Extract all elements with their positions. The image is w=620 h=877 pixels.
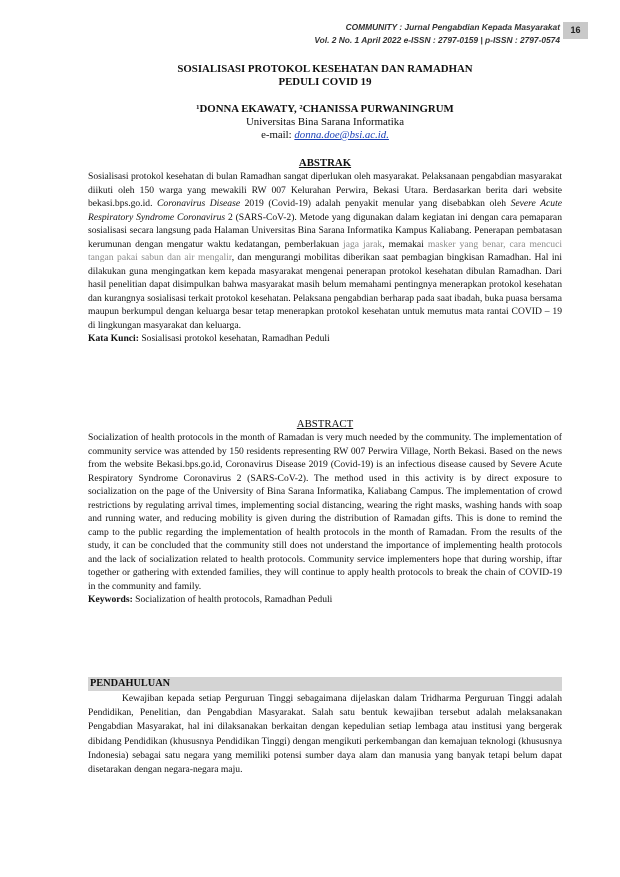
intro-paragraph: Kewajiban kepada setiap Perguruan Tinggi sebagaimana dijelaskan dalam Tridharma Perguruan Tinggi adalah Pendidikan, Penelitian, dan Pengabdian Masyarakat. Salah satu bentuk kewajiban tersebut adalah melaksanakan Pengabdian Masyarakat, hal ini dilaksanakan berkaitan dengan kepedulian setiap lembaga atau institusi yang bergerak dibidang Pendidikan (khususnya Pendidikan Tinggi) dengan mengikuti perkembangan dan kemajuan teknologi (khususnya Indonesia) sebagai satu negara yang memiliki potensi sumber daya alam dan manusia yang banyak tetapi belum dapat disetarakan dengan negara-negara maju.	[88, 693, 562, 776]
title-line-2: PEDULI COVID 19	[278, 76, 372, 88]
abstrak-heading: ABSTRAK	[298, 157, 352, 169]
title-line-1: SOSIALISASI PROTOKOL KESEHATAN DAN RAMADHAN	[177, 63, 473, 75]
author-block	[88, 103, 562, 142]
abstrak-body: Sosialisasi protokol kesehatan di bulan Ramadhan sangat diperlukan oleh masyarakat. Pelaksanaan pengabdian masyarakat diikuti oleh 150 warga yang mewakili RW 007 Kelurahan Perwira, Bekasi Utara. Berdasarkan berita dari website bekasi.bps.go.id. Coronavirus Disease 2019 (Covid-19) adalah penyakit menular yang disebabkan oleh Severe Acute Respiratory Syndrome Coronavirus 2 (SARS-CoV-2). Metode yang digunakan dalam kegiatan ini dengan cara pemaparan sosialisasi secara langsung pada Halaman Universitas Bina Sarana Informatika Kampus Kaliabang. Penerapan pembatasan kerumunan dengan mengatur waktu kedatangan, pemberlakuan jaga jarak, memakai masker yang benar, cara mencuci tangan pakai sabun dan air mengalir, dan mengurangi mobilitas diberikan saat pembagian bingkisan Ramadhan. Hal ini dilakukan guna mengingatkan kem kepada masyarakat mengenai penerapan protokol kesehatan dibulan Ramadhan. Dari hasil penelitian dapat disimpulkan bahwa masyarakat masih belum memahami pentingnya menerapkan protokol kesehatan dan kurangnya sosialisasi terkait protokol kesehatan. Pelaksana pengabdian berharap pada saat ibadah, buka puasa bersama maupun berkumpul dengan keluarga besar tetap menerapkan protokol kesehatan untuk memutus mata rantai COVID – 19 di lingkungan masyarakat dan keluarga.	[88, 171, 562, 331]
affiliation: Universitas Bina Sarana Informatika	[245, 116, 404, 128]
abstrak-keywords: Kata Kunci: Sosialisasi protokol kesehatan, Ramadhan Peduli	[88, 333, 330, 344]
page-number: 16	[563, 22, 588, 39]
abstract-section	[88, 418, 562, 607]
paper-title	[88, 63, 562, 89]
author-names: ¹DONNA EKAWATY, ²CHANISSA PURWANINGRUM	[196, 103, 454, 115]
abstract-keywords: Keywords: Socialization of health protocols, Ramadhan Peduli	[88, 594, 333, 605]
abstract-body: Socialization of health protocols in the month of Ramadan is very much needed by the community. The implementation of community service was attended by 150 residents representing RW 007 Perwira Village, North Bekasi. Based on the news from the website Bekasi.bps.go.id, Coronavirus Disease 2019 (Covid-19) is an infectious disease caused by Severe Acute Respiratory Syndrome Coronavirus 2 (SARS-CoV-2). The method used in this activity is by direct exposure to socialization on the page of the University of Bina Sarana Informatika, Kaliabang Campus. The implementation of crowd restrictions by regulating arrival times, implementing social distancing, wearing the right masks, washing hands with soap and running water, and reducing mobility is given during the distribution of Ramadan gifts. This is done to remind the camp to the public regarding the implementation of health protocols in the month of Ramadan. From the results of the study, it can be concluded that the community still does not understand the importance of implementing health protocols and the lack of socialization related to health protocols. Community service implementers hope that during worship, iftar together or gathering with extended families, they will continue to apply health protocols to break the chain of COVID-19 in the community and family.	[88, 432, 562, 592]
abstrak-section	[88, 157, 562, 346]
email-line	[88, 129, 562, 142]
journal-volume: Vol. 2 No. 1 April 2022 e-ISSN : 2797-0159 | p-ISSN : 2797-0574	[314, 35, 560, 45]
email-link[interactable]: donna.doe@bsi.ac.id.	[294, 129, 389, 141]
journal-name: COMMUNITY : Jurnal Pengabdian Kepada Masyarakat	[345, 22, 560, 32]
email-label: e-mail:	[261, 129, 295, 141]
abstract-heading: ABSTRACT	[296, 418, 354, 430]
running-header	[314, 21, 560, 47]
section-heading-pendahuluan: PENDAHULUAN	[88, 677, 562, 691]
